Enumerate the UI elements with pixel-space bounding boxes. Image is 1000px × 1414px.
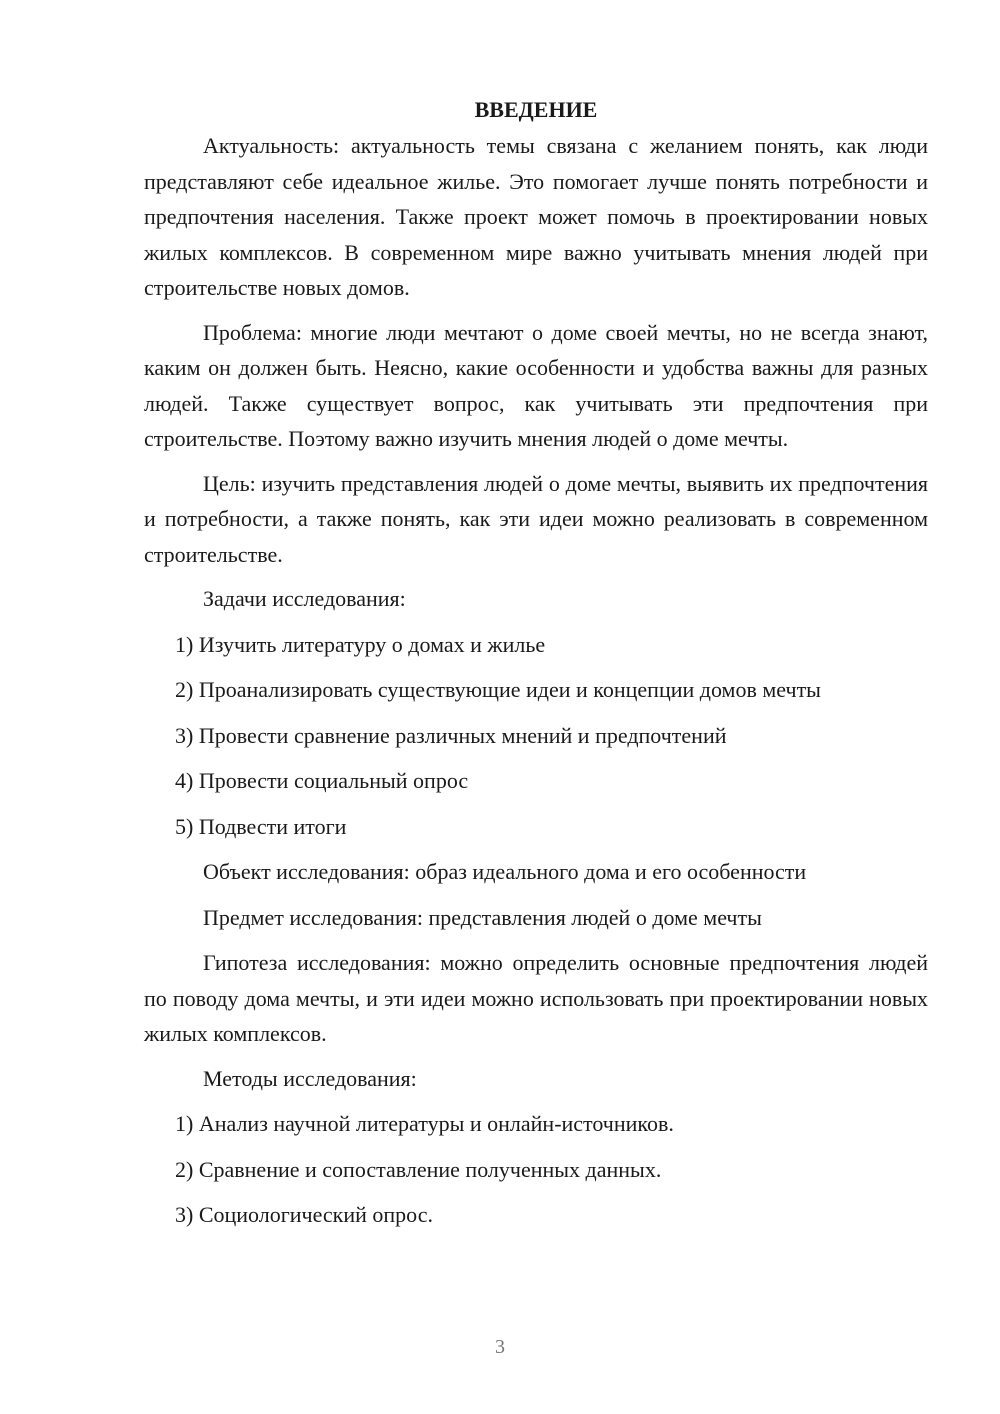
document-title: ВВЕДЕНИЕ	[474, 97, 598, 122]
task-item-5: 5) Подвести итоги	[175, 813, 347, 839]
methods-heading: Методы исследования:	[203, 1065, 417, 1091]
problem-paragraph: Проблема: многие люди мечтают о доме своей мечты, но не всегда знают, каким он должен быть. Неясно, какие особенности и удобства важны для разных людей. Также существует вопрос, как учитывать эти предпочтения при строительстве. Поэтому важно изучить мнения людей о доме мечты.	[144, 319, 928, 451]
method-item-2: 2) Сравнение и сопоставление полученных данных.	[175, 1156, 662, 1182]
relevance-paragraph: Актуальность: актуальность темы связана с желанием понять, как люди представляют себе идеальное жилье. Это помогает лучше понять потребности и предпочтения населения. Также проект может помочь в проектировании новых жилых комплексов. В современном мире важно учитывать мнения людей при строительстве новых домов.	[144, 133, 928, 300]
page-number: 3	[495, 1336, 505, 1358]
task-item-2: 2) Проанализировать существующие идеи и концепции домов мечты	[175, 677, 821, 702]
hypothesis-paragraph: Гипотеза исследования: можно определить основные предпочтения людей по поводу дома мечты, и эти идеи можно использовать при проектировании новых жилых комплексов.	[144, 950, 928, 1046]
method-item-1: 1) Анализ научной литературы и онлайн-источников.	[175, 1111, 674, 1136]
task-item-3: 3) Провести сравнение различных мнений и предпочтений	[175, 722, 727, 748]
tasks-heading: Задачи исследования:	[203, 586, 406, 611]
task-item-4: 4) Провести социальный опрос	[175, 768, 469, 793]
task-item-1: 1) Изучить литературу о домах и жилье	[175, 631, 546, 657]
research-object: Объект исследования: образ идеального дома и его особенности	[203, 859, 807, 884]
method-item-3: 3) Социологический опрос.	[175, 1202, 433, 1227]
goal-paragraph: Цель: изучить представления людей о доме мечты, выявить их предпочтения и потребности, а также понять, как эти идеи можно реализовать в современном строительстве.	[144, 470, 928, 567]
research-subject: Предмет исследования: представления людей о доме мечты	[203, 904, 762, 930]
document-page	[144, 92, 928, 1243]
